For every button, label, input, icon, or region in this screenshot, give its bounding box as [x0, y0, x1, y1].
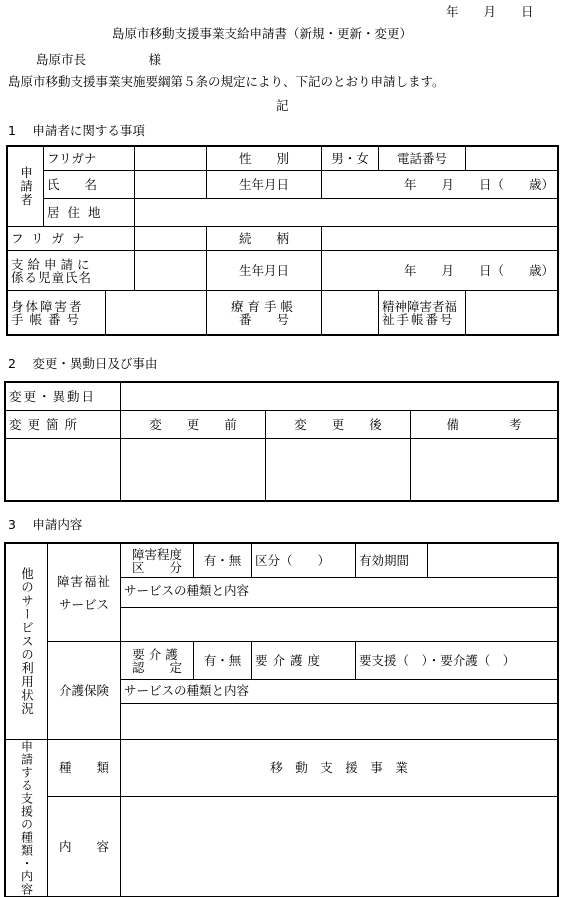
requested-support-label: 申請する支援の種類・内容 [6, 740, 48, 897]
phone-label: 電話番号 [379, 147, 466, 171]
col-after: 変 更 後 [266, 411, 411, 439]
col-note: 備 考 [411, 411, 558, 439]
ryoiku-handbook-label: 療育手帳 番 号 [207, 291, 322, 335]
physical-handbook-label: 身体障害者 手帳番号 [8, 291, 106, 335]
section2-heading: 2 変更・異動日及び事由 [8, 356, 158, 371]
care-yes-no[interactable]: 有・無 [194, 642, 252, 680]
form-title: 島原市移動支援事業支給申請書（新規・更新・変更） [112, 26, 413, 41]
after-field[interactable] [266, 439, 411, 501]
col-change-item: 変更箇所 [6, 411, 121, 439]
birth-field[interactable]: 年 月 日（ 歳） [322, 171, 558, 199]
type-label: 種 類 [48, 740, 121, 797]
content-label: 内 容 [48, 797, 121, 897]
name-label: 氏 名 [44, 171, 135, 199]
valid-period-field[interactable] [428, 544, 558, 578]
section1-heading: 1 申請者に関する事項 [8, 123, 145, 138]
change-date-field[interactable] [121, 383, 558, 411]
birth-label: 生年月日 [207, 171, 322, 199]
intro-text: 島原市移動支援事業実施要綱第５条の規定により、下記のとおり申請します。 [8, 74, 445, 89]
other-services-label: 他のサービスの利用状況 [6, 544, 48, 740]
gender-label: 性 別 [207, 147, 322, 171]
change-item-field[interactable] [6, 439, 121, 501]
child-name-field[interactable] [135, 251, 207, 291]
applicant-table [7, 146, 558, 335]
applicant-group-label: 申請者 [8, 147, 44, 227]
child-name-label: 支給申請に 係る児童氏名 [8, 251, 135, 291]
welfare-service-label: 障害福祉 サービス [48, 544, 121, 642]
category-field[interactable]: 区分（ ） [252, 544, 356, 578]
care-level-label: 要介護度 [252, 642, 356, 680]
before-field[interactable] [121, 439, 266, 501]
physical-handbook-field[interactable] [106, 291, 207, 335]
ki-mark: 記 [276, 98, 289, 113]
name-field[interactable] [135, 171, 207, 199]
mental-handbook-field[interactable] [466, 291, 558, 335]
change-table [5, 382, 558, 501]
request-table [5, 543, 558, 897]
valid-period-label: 有効期間 [356, 544, 428, 578]
addressee: 島原市長 様 [36, 52, 162, 67]
change-date-label: 変更・異動日 [6, 383, 121, 411]
type-value: 移 動 支 援 事 業 [121, 740, 558, 797]
gender-options[interactable]: 男・女 [322, 147, 379, 171]
care-service-content-label: サービスの種類と内容 [121, 680, 558, 704]
furigana-label: フリガナ [44, 147, 135, 171]
disability-yes-no[interactable]: 有・無 [194, 544, 252, 578]
child-furigana-label: フリガナ [8, 227, 135, 251]
care-level-field[interactable]: 要支援（ ）・要介護（ ） [356, 642, 558, 680]
mental-handbook-label: 精神障害者福 祉手帳番号 [379, 291, 466, 335]
ryoiku-handbook-field[interactable] [322, 291, 379, 335]
address-label: 居住地 [44, 199, 135, 227]
care-service-content-field[interactable] [121, 704, 558, 740]
content-field[interactable] [121, 797, 558, 897]
note-field[interactable] [411, 439, 558, 501]
child-birth-field[interactable]: 年 月 日（ 歳） [322, 251, 558, 291]
disability-level-label: 障害程度 区 分 [121, 544, 194, 578]
address-field[interactable] [135, 199, 558, 227]
care-insurance-label: 介護保険 [48, 642, 121, 740]
relation-label: 続 柄 [207, 227, 322, 251]
furigana-field[interactable] [135, 147, 207, 171]
welfare-service-content-label: サービスの種類と内容 [121, 578, 558, 608]
phone-field[interactable] [466, 147, 558, 171]
relation-field[interactable] [322, 227, 558, 251]
welfare-service-content-field[interactable] [121, 608, 558, 642]
date-line: 年 月 日 [446, 4, 534, 19]
col-before: 変 更 前 [121, 411, 266, 439]
care-certification-label: 要介護 認 定 [121, 642, 194, 680]
child-furigana-field[interactable] [135, 227, 207, 251]
child-birth-label: 生年月日 [207, 251, 322, 291]
section3-heading: 3 申請内容 [8, 517, 83, 532]
